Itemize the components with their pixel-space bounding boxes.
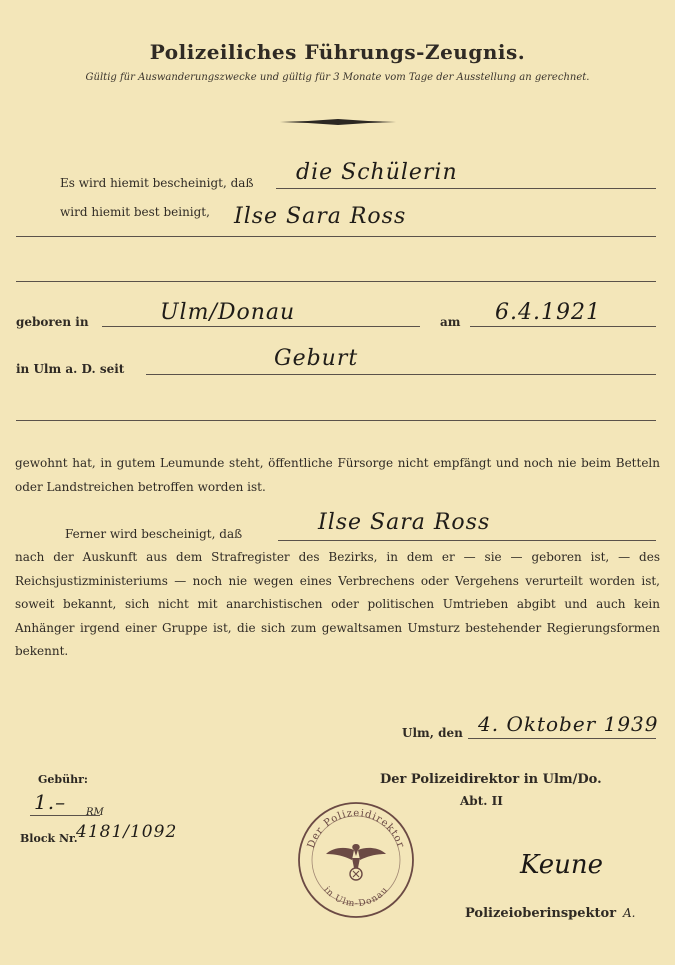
block-label: Block Nr. bbox=[20, 832, 78, 845]
ferner-value: Ilse Sara Ross bbox=[318, 510, 491, 535]
authority-role: Polizeioberinspektor bbox=[465, 906, 617, 921]
date-value: 6.4.1921 bbox=[495, 300, 601, 325]
date-signature-line bbox=[468, 738, 656, 739]
handwritten-signature: Keune bbox=[520, 850, 603, 880]
born-value: Ulm/Donau bbox=[160, 300, 296, 325]
fee-value: 1.– bbox=[34, 790, 67, 814]
ferner-line bbox=[278, 540, 656, 541]
paragraph-residence: gewohnt hat, in gutem Leumunde steht, öffentliche Fürsorge nicht empfängt und noch nie beim Betteln oder Landstreichen betroffen worden ist. bbox=[15, 456, 660, 494]
name-label: wird hiemit best beinigt, bbox=[60, 205, 210, 219]
stamp-top-text: Der Polizeidirektor bbox=[305, 807, 407, 850]
ornament-divider bbox=[278, 118, 398, 126]
certify-value: die Schülerin bbox=[296, 160, 458, 185]
svg-text:in Ulm-Donau bbox=[321, 885, 390, 909]
ulm-label: in Ulm a. D. seit bbox=[16, 362, 125, 376]
official-stamp bbox=[296, 800, 416, 920]
document-subtitle: Gültig für Auswanderungszwecke und gültig für 3 Monate vom Tage der Ausstellung an gerechnet. bbox=[85, 72, 590, 83]
place-date-label: Ulm, den bbox=[402, 726, 463, 740]
eagle-emblem-icon bbox=[326, 844, 386, 880]
name-line bbox=[16, 236, 656, 237]
ulm-line bbox=[146, 374, 656, 375]
block-value: 4181/1092 bbox=[76, 822, 178, 842]
ulm-value: Geburt bbox=[274, 346, 359, 371]
certify-label: Es wird hiemit bescheinigt, daß bbox=[60, 176, 254, 190]
fee-label: Gebühr: bbox=[38, 773, 88, 786]
place-date-value: 4. Oktober 1939 bbox=[478, 712, 659, 736]
certify-line bbox=[276, 188, 656, 189]
authority-title: Der Polizeidirektor in Ulm/Do. bbox=[380, 772, 602, 787]
authority-department: Abt. II bbox=[460, 794, 503, 808]
fee-currency: RM bbox=[86, 807, 104, 818]
document-title: Polizeiliches Führungs-Zeugnis. bbox=[149, 40, 526, 64]
paragraph-record: nach der Auskunft aus dem Strafregister des Bezirks, in dem er — sie — geboren ist, — des Reichsjustizministeriums — noch nie wegen eines Verbrechens oder Vergehens verurteilt worden ist, soweit bekannt, sich nicht mit anarchistischen oder politischen Umtrieben abgibt und auch kein Anhänger irgend einer Gruppe ist, die sich zum gewaltsamen Umsturz bestehender Regierungsformen bekennt. bbox=[15, 550, 660, 658]
ferner-label: Ferner wird bescheinigt, daß bbox=[65, 527, 243, 541]
blank-line-2 bbox=[16, 420, 656, 421]
born-line bbox=[102, 326, 420, 327]
fee-line bbox=[30, 815, 100, 816]
born-label: geboren in bbox=[16, 315, 89, 329]
stamp-bottom-text: in Ulm-Donau bbox=[321, 885, 391, 910]
date-line bbox=[470, 326, 656, 327]
role-initial: A. bbox=[623, 906, 636, 920]
am-label: am bbox=[440, 315, 461, 329]
blank-line-1 bbox=[16, 281, 656, 282]
name-value: Ilse Sara Ross bbox=[234, 204, 407, 229]
